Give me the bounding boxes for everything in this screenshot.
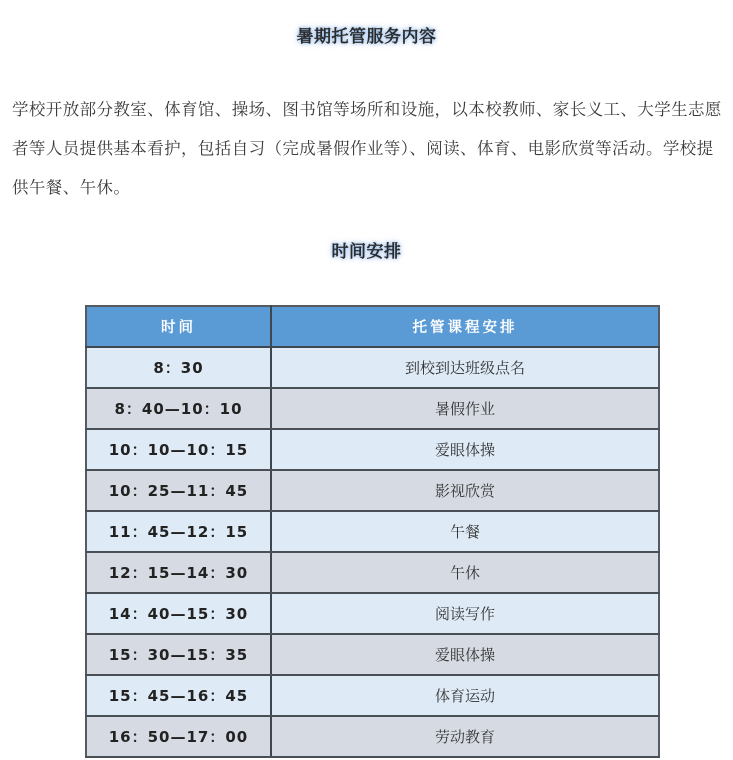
time-cell: 15：45—16：45 (86, 675, 271, 716)
table-row (86, 388, 659, 429)
time-cell: 14：40—15：30 (86, 593, 271, 634)
time-cell: 11：45—12：15 (86, 511, 271, 552)
table-row (86, 634, 659, 675)
table-row (86, 470, 659, 511)
service-description-paragraph: 学校开放部分教室、体育馆、操场、图书馆等场所和设施，以本校教师、家长义工、大学生志愿者等人员提供基本看护，包括自习（完成暑假作业等）、阅读、体育、电影欣赏等活动。学校提供午餐、午休。 (12, 100, 722, 197)
table-row (86, 716, 659, 757)
time-cell: 8：30 (86, 347, 271, 388)
time-cell: 12：15—14：30 (86, 552, 271, 593)
schedule-header-row (86, 306, 659, 347)
time-cell: 16：50—17：00 (86, 716, 271, 757)
table-row (86, 552, 659, 593)
schedule-table (85, 305, 660, 758)
time-cell: 10：10—10：15 (86, 429, 271, 470)
section-title-service-content: 暑期托管服务内容 (296, 27, 437, 47)
table-row (86, 675, 659, 716)
column-header-time: 时间 (86, 306, 271, 347)
table-row (86, 347, 659, 388)
activity-cell: 劳动教育 (271, 716, 659, 757)
table-row (86, 429, 659, 470)
activity-cell: 阅读写作 (271, 593, 659, 634)
activity-cell: 影视欣赏 (271, 470, 659, 511)
time-cell: 10：25—11：45 (86, 470, 271, 511)
activity-cell: 到校到达班级点名 (271, 347, 659, 388)
time-cell: 8：40—10：10 (86, 388, 271, 429)
time-cell: 15：30—15：35 (86, 634, 271, 675)
table-row (86, 511, 659, 552)
activity-cell: 暑假作业 (271, 388, 659, 429)
activity-cell: 体育运动 (271, 675, 659, 716)
section-title-schedule: 时间安排 (331, 242, 402, 262)
column-header-activity: 托管课程安排 (271, 306, 659, 347)
activity-cell: 爱眼体操 (271, 634, 659, 675)
activity-cell: 午休 (271, 552, 659, 593)
activity-cell: 午餐 (271, 511, 659, 552)
table-row (86, 593, 659, 634)
activity-cell: 爱眼体操 (271, 429, 659, 470)
